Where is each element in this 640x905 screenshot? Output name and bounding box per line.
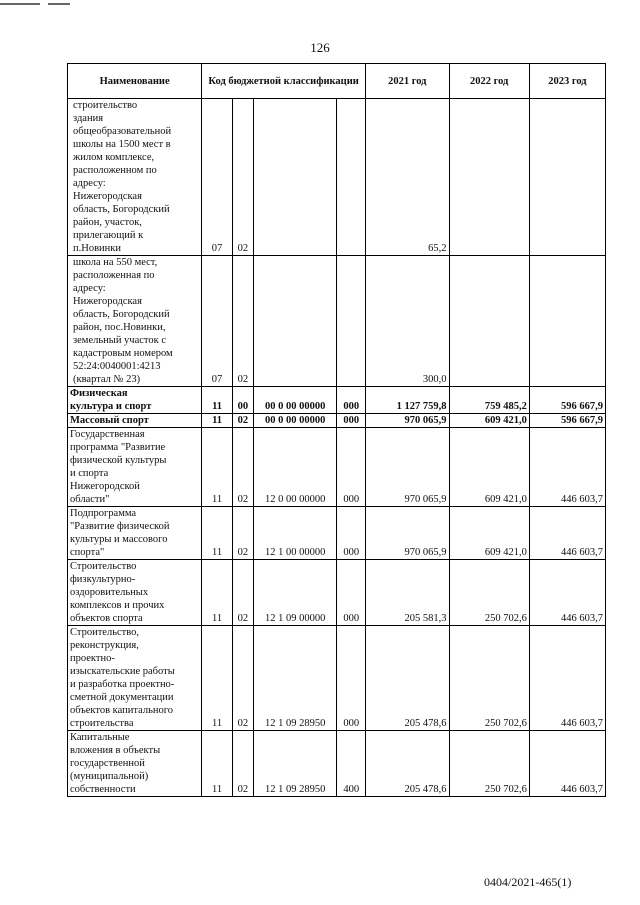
cell-y2023: 596 667,9 [529,414,605,428]
cell-name: Государственная программа "Развитие физической культуры и спорта Нижегородской области" [68,428,202,507]
cell-rz: 11 [202,428,233,507]
cell-y2023: 446 603,7 [529,560,605,626]
cell-y2023: 446 603,7 [529,626,605,731]
cell-y2022 [449,99,529,256]
cell-vr [337,256,366,387]
cell-y2021: 205 478,6 [366,626,449,731]
cell-csr: 12 0 00 00000 [253,428,336,507]
table-row [68,626,606,731]
cell-y2023 [529,256,605,387]
table-row [68,256,606,387]
cell-y2022: 250 702,6 [449,560,529,626]
table-row [68,731,606,797]
cell-vr [337,99,366,256]
budget-table [67,63,606,797]
table-row [68,560,606,626]
cell-rz: 11 [202,387,233,414]
cell-name: Строительство, реконструкция, проектно- изыскательские работы и разработка проектно- сметной документации объектов капитального строительства [68,626,202,731]
cell-pr: 00 [232,387,253,414]
cell-rz: 11 [202,560,233,626]
cell-y2021: 205 478,6 [366,731,449,797]
cell-csr: 12 1 09 28950 [253,626,336,731]
cell-y2022: 609 421,0 [449,414,529,428]
cell-pr: 02 [232,507,253,560]
corner-scan-mark [0,3,40,5]
cell-vr: 000 [337,507,366,560]
table-row [68,414,606,428]
corner-scan-mark [48,3,70,5]
cell-pr: 02 [232,626,253,731]
cell-rz: 11 [202,507,233,560]
table-header-row [68,64,606,99]
cell-y2022: 250 702,6 [449,731,529,797]
cell-vr: 000 [337,414,366,428]
cell-vr: 000 [337,428,366,507]
header-code: Код бюджетной классификации [202,64,366,99]
document-code: 0404/2021-465(1) [484,875,572,889]
cell-name: Капитальные вложения в объекты государственной (муниципальной) собственности [68,731,202,797]
cell-rz: 07 [202,99,233,256]
cell-vr: 000 [337,560,366,626]
cell-csr [253,256,336,387]
cell-name: Массовый спорт [68,414,202,428]
cell-rz: 11 [202,731,233,797]
cell-y2023: 446 603,7 [529,428,605,507]
table-row [68,387,606,414]
cell-y2022: 759 485,2 [449,387,529,414]
cell-rz: 11 [202,414,233,428]
cell-y2021: 65,2 [366,99,449,256]
header-2023: 2023 год [529,64,605,99]
cell-name: строительство здания общеобразовательной школы на 1500 мест в жилом комплексе, расположенном по адресу: Нижегородская область, Богородский район, участок, прилегающий к п.Новинки [68,99,202,256]
cell-pr: 02 [232,414,253,428]
cell-name: Физическая культура и спорт [68,387,202,414]
cell-y2021: 970 065,9 [366,414,449,428]
cell-y2022: 609 421,0 [449,507,529,560]
cell-name: школа на 550 мест, расположенная по адресу: Нижегородская область, Богородский район, пос.Новинки, земельный участок с кадастровым номером 52:24:0040001:4213 (квартал № 23) [68,256,202,387]
cell-pr: 02 [232,428,253,507]
cell-y2021: 970 065,9 [366,507,449,560]
header-2022: 2022 год [449,64,529,99]
cell-y2022: 609 421,0 [449,428,529,507]
table-row [68,428,606,507]
cell-y2021: 1 127 759,8 [366,387,449,414]
cell-y2021: 205 581,3 [366,560,449,626]
cell-csr: 12 1 09 28950 [253,731,336,797]
cell-vr: 000 [337,626,366,731]
cell-vr: 400 [337,731,366,797]
cell-vr: 000 [337,387,366,414]
cell-pr: 02 [232,560,253,626]
cell-csr: 00 0 00 00000 [253,387,336,414]
cell-csr [253,99,336,256]
cell-y2022 [449,256,529,387]
cell-y2023: 446 603,7 [529,731,605,797]
cell-y2023 [529,99,605,256]
cell-pr: 02 [232,731,253,797]
cell-y2021: 970 065,9 [366,428,449,507]
cell-pr: 02 [232,256,253,387]
cell-rz: 11 [202,626,233,731]
table-row [68,99,606,256]
cell-y2021: 300,0 [366,256,449,387]
cell-name: Подпрограмма "Развитие физической культуры и массового спорта" [68,507,202,560]
header-2021: 2021 год [366,64,449,99]
cell-y2022: 250 702,6 [449,626,529,731]
cell-y2023: 446 603,7 [529,507,605,560]
cell-name: Строительство физкультурно- оздоровительных комплексов и прочих объектов спорта [68,560,202,626]
cell-csr: 00 0 00 00000 [253,414,336,428]
table-row [68,507,606,560]
cell-pr: 02 [232,99,253,256]
cell-csr: 12 1 09 00000 [253,560,336,626]
cell-rz: 07 [202,256,233,387]
cell-csr: 12 1 00 00000 [253,507,336,560]
header-name: Наименование [68,64,202,99]
cell-y2023: 596 667,9 [529,387,605,414]
page-number: 126 [310,40,330,55]
